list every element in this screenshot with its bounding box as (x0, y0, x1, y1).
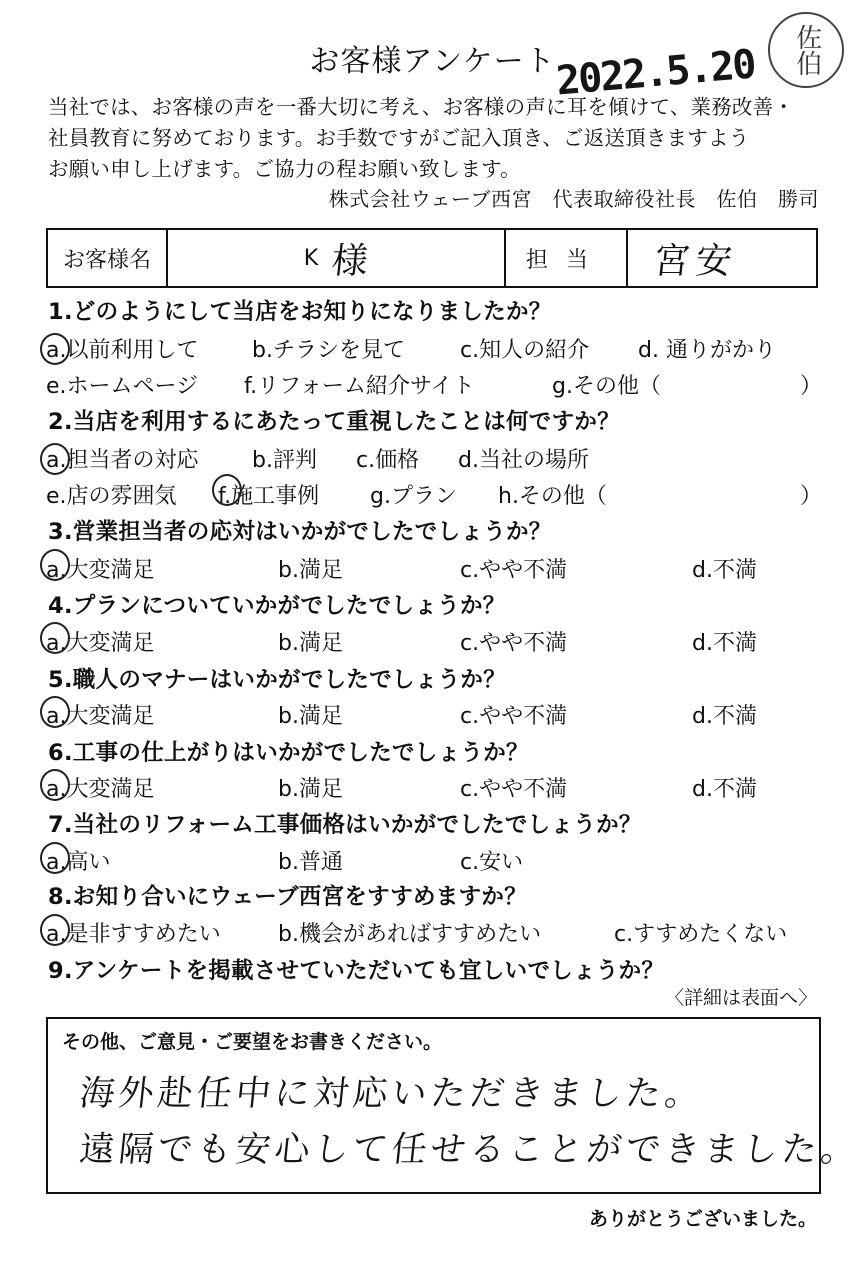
details-note: 〈詳細は表面へ〉 (664, 987, 817, 1009)
q6-option-a: a.大変満足 (46, 777, 155, 802)
q2-option-c: c.価格 (356, 448, 420, 473)
q4-option-a: a.大変満足 (46, 631, 155, 656)
q2-option-f: f.施工事例 (218, 484, 320, 509)
question-6: 6.工事の仕上がりはいかがでしたでしょうか？ (48, 740, 529, 766)
intro-line-3: お願い申し上げます。ご協力の程お願い致します。 (48, 157, 521, 181)
q2-option-e: e.店の雰囲気 (46, 484, 177, 509)
q5-option-a: a.大変満足 (46, 704, 155, 729)
q1-option-a: a.以前利用して (46, 338, 199, 363)
intro-line-1: 当社では、お客様の声を一番大切に考え、お客様の声に耳を傾けて、業務改善・ (48, 95, 795, 119)
q6-option-b: b.満足 (278, 777, 343, 802)
q2-option-d: d.当社の場所 (458, 448, 589, 473)
staff-name-field (628, 230, 816, 286)
q5-option-b: b.満足 (278, 704, 343, 729)
q2-option-b: b.評判 (252, 448, 317, 473)
q1-option-b: b.チラシを見て (252, 338, 405, 363)
intro-line-2: 社員教育に努めております。お手数ですがご記入頂き、ご返送頂きますよう (48, 126, 750, 150)
customer-name-field (168, 230, 506, 286)
q5-option-d: d.不満 (692, 704, 757, 729)
seal-stamp (768, 12, 844, 88)
q5-option-c: c.やや不満 (460, 704, 568, 729)
q2-option-h-close: ） (800, 484, 823, 509)
q3-option-c: c.やや不満 (460, 558, 568, 583)
q8-option-b: b.機会があればすすめたい (278, 922, 542, 947)
q3-option-a: a.大変満足 (46, 558, 155, 583)
handwritten-date: 2022.5.20 (554, 41, 757, 105)
question-8: 8.お知り合いにウェーブ西宮をすすめますか？ (48, 884, 528, 910)
q6-option-d: d.不満 (692, 777, 757, 802)
q7-option-b: b.普通 (278, 850, 343, 875)
question-7: 7.当社のリフォーム工事価格はいかがでしたでしょうか？ (48, 812, 642, 838)
q8-option-a: a.是非すすめたい (46, 922, 221, 947)
q2-option-h: h.その他（ (498, 484, 607, 509)
comment-line-2: 遠隔でも安心して任せることができました。 (77, 1130, 862, 1170)
q3-option-b: b.満足 (278, 558, 343, 583)
staff-name: 宮安 (651, 240, 740, 282)
q8-option-c: c.すすめたくない (614, 922, 788, 947)
q4-option-d: d.不満 (692, 631, 757, 656)
q4-option-b: b.満足 (278, 631, 343, 656)
seal-text: 佐伯 (791, 24, 822, 76)
staff-label: 担当 (506, 230, 628, 286)
comment-line-1: 海外赴任中に対応いただきました。 (77, 1074, 706, 1114)
question-9: 9.アンケートを掲載させていただいても宜しいでしょうか？ (48, 958, 665, 984)
question-1: 1.どのようにして当店をお知りになりましたか？ (48, 299, 552, 325)
q1-option-g-close: ） (800, 374, 823, 399)
q1-option-d: d. 通りがかり (638, 338, 776, 363)
q6-option-c: c.やや不満 (460, 777, 568, 802)
q2-option-g: g.プラン (370, 484, 457, 509)
customer-suffix: 様 (329, 240, 371, 282)
page-title: お客様アンケート (309, 44, 556, 79)
q1-option-c: c.知人の紹介 (460, 338, 590, 363)
question-4: 4.プランについていかがでしたでしょうか？ (48, 593, 506, 619)
q7-option-a: a.高い (46, 850, 111, 875)
q3-option-d: d.不満 (692, 558, 757, 583)
q1-option-g: g.その他（ (552, 374, 661, 399)
q1-option-e: e.ホームページ (46, 374, 199, 399)
question-5: 5.職人のマナーはいかがでしたでしょうか？ (48, 667, 507, 693)
question-2: 2.当店を利用するにあたって重視したことは何ですか？ (48, 409, 621, 435)
thank-you-text: ありがとうございました。 (588, 1208, 817, 1230)
q7-option-c: c.安い (460, 850, 524, 875)
q4-option-c: c.やや不満 (460, 631, 568, 656)
q2-option-a: a.担当者の対応 (46, 448, 199, 473)
comment-label: その他、ご意見・ご要望をお書きください。 (62, 1031, 443, 1053)
customer-info-box (46, 228, 818, 288)
company-signature: 株式会社ウェーブ西宮 代表取締役社長 佐伯 勝司 (328, 187, 819, 211)
q1-option-f: f.リフォーム紹介サイト (244, 374, 475, 399)
customer-name-label: お客様名 (48, 230, 168, 286)
question-3: 3.営業担当者の応対はいかがでしたでしょうか？ (48, 519, 552, 545)
customer-initial: K (303, 245, 319, 271)
